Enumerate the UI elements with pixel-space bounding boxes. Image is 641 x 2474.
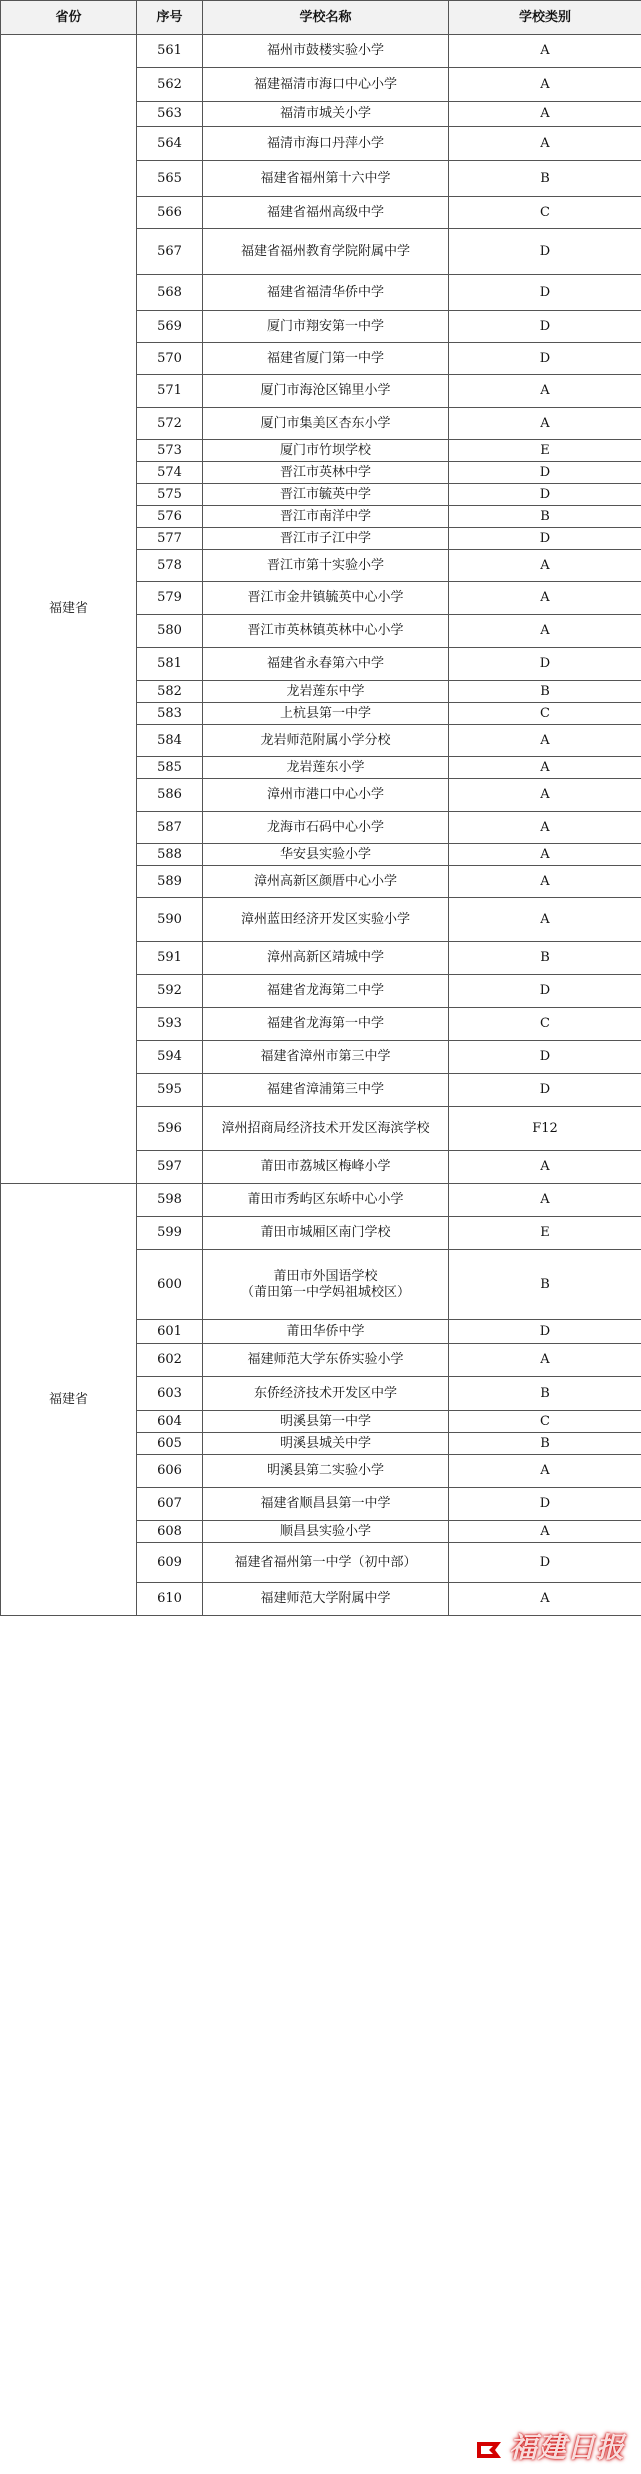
number-cell: 586 <box>137 779 203 812</box>
category-cell: A <box>449 102 641 127</box>
school-name-line: 厦门市竹坝学校 <box>279 442 371 458</box>
school-name-cell <box>203 440 449 462</box>
school-name-line: 东侨经济技术开发区中学 <box>253 1385 397 1401</box>
number-cell: 598 <box>137 1184 203 1217</box>
number-cell: 568 <box>137 275 203 311</box>
category-cell: A <box>449 375 641 408</box>
school-name-cell <box>203 35 449 68</box>
category-cell: D <box>449 1543 641 1583</box>
table-row <box>1 35 641 68</box>
category-cell: A <box>449 408 641 440</box>
school-name-line: 莆田市荔城区梅峰小学 <box>260 1159 391 1174</box>
school-name-cell <box>203 1583 449 1616</box>
table-row <box>1 1184 641 1217</box>
school-name-cell <box>203 1250 449 1320</box>
category-cell: D <box>449 648 641 681</box>
school-name-cell <box>203 408 449 440</box>
school-name-cell <box>203 1455 449 1488</box>
table-body <box>1 35 641 1616</box>
school-name-cell <box>203 1107 449 1151</box>
number-cell: 608 <box>137 1521 203 1543</box>
school-name-line: 明溪县第二实验小学 <box>266 1463 384 1478</box>
category-cell: A <box>449 779 641 812</box>
number-cell: 587 <box>137 812 203 844</box>
category-cell: A <box>449 1151 641 1184</box>
category-cell: B <box>449 1377 641 1411</box>
number-cell: 601 <box>137 1320 203 1344</box>
school-name-cell <box>203 898 449 942</box>
category-cell: A <box>449 812 641 844</box>
school-name-cell <box>203 1151 449 1184</box>
category-cell: A <box>449 1521 641 1543</box>
number-cell: 600 <box>137 1250 203 1320</box>
school-name-line: 福建省漳州市第三中学 <box>260 1049 391 1064</box>
school-name-line: 福清市海口丹萍小学 <box>266 135 384 151</box>
number-cell: 599 <box>137 1217 203 1250</box>
school-name-cell <box>203 1184 449 1217</box>
school-name-cell <box>203 127 449 161</box>
school-name-cell <box>203 942 449 975</box>
school-name-cell <box>203 550 449 582</box>
school-name-cell <box>203 68 449 102</box>
flag-logo-icon <box>475 2438 503 2460</box>
category-cell: D <box>449 229 641 275</box>
school-name-cell <box>203 375 449 408</box>
number-cell: 574 <box>137 462 203 484</box>
category-cell: B <box>449 681 641 703</box>
school-name-line: 晋江市南洋中学 <box>279 508 371 524</box>
number-cell: 564 <box>137 127 203 161</box>
category-cell: A <box>449 1184 641 1217</box>
category-cell: D <box>449 1488 641 1521</box>
school-name-line: 福建省福州第十六中学 <box>260 170 391 186</box>
school-name-cell <box>203 102 449 127</box>
school-name-line: 福建省永春第六中学 <box>266 656 384 671</box>
number-cell: 565 <box>137 161 203 197</box>
school-name-line: 龙岩莲东中学 <box>286 683 365 699</box>
number-cell: 570 <box>137 343 203 375</box>
number-cell: 566 <box>137 197 203 229</box>
number-cell: 596 <box>137 1107 203 1151</box>
school-name-line: 福建省漳浦第三中学 <box>266 1082 384 1097</box>
number-cell: 584 <box>137 725 203 757</box>
school-name-cell <box>203 343 449 375</box>
number-cell: 588 <box>137 844 203 866</box>
category-cell: D <box>449 343 641 375</box>
school-name-line: 福建师范大学东侨实验小学 <box>247 1352 404 1367</box>
category-cell: A <box>449 615 641 648</box>
category-cell: A <box>449 898 641 942</box>
newspaper-watermark <box>475 2426 625 2466</box>
school-name-cell <box>203 528 449 550</box>
school-name-cell <box>203 725 449 757</box>
school-name-cell <box>203 1344 449 1377</box>
school-name-line: 上杭县第一中学 <box>279 705 371 721</box>
category-cell: A <box>449 68 641 102</box>
category-cell: A <box>449 844 641 866</box>
category-cell: A <box>449 866 641 898</box>
school-name-line: 晋江市子江中学 <box>279 530 371 546</box>
category-cell: F12 <box>449 1107 641 1151</box>
number-cell: 578 <box>137 550 203 582</box>
school-name-line: 漳州高新区靖城中学 <box>266 950 384 965</box>
school-name-line: 华安县实验小学 <box>279 846 371 862</box>
number-cell: 589 <box>137 866 203 898</box>
school-name-line: 福建师范大学附属中学 <box>260 1591 391 1606</box>
school-name-line: 晋江市金井镇毓英中心小学 <box>247 590 404 605</box>
number-cell: 572 <box>137 408 203 440</box>
school-name-cell <box>203 1433 449 1455</box>
number-cell: 594 <box>137 1041 203 1074</box>
category-cell: C <box>449 197 641 229</box>
number-cell: 585 <box>137 757 203 779</box>
category-cell: D <box>449 484 641 506</box>
school-name-line: 福建福清市海口中心小学 <box>253 76 397 92</box>
school-name-line: 漳州蓝田经济开发区实验小学 <box>240 911 410 927</box>
category-cell: B <box>449 506 641 528</box>
number-cell: 577 <box>137 528 203 550</box>
school-name-line: 莆田市外国语学校 <box>273 1268 378 1284</box>
school-name-cell <box>203 1320 449 1344</box>
school-name-cell <box>203 1041 449 1074</box>
school-name-line: 厦门市海沧区锦里小学 <box>260 383 391 398</box>
school-name-cell <box>203 975 449 1008</box>
category-cell: D <box>449 528 641 550</box>
school-name-cell <box>203 484 449 506</box>
school-name-cell <box>203 703 449 725</box>
category-cell: A <box>449 582 641 615</box>
school-name-line: 莆田华侨中学 <box>286 1323 365 1339</box>
number-cell: 563 <box>137 102 203 127</box>
number-cell: 581 <box>137 648 203 681</box>
category-cell: B <box>449 1250 641 1320</box>
number-cell: 597 <box>137 1151 203 1184</box>
number-cell: 575 <box>137 484 203 506</box>
number-cell: 576 <box>137 506 203 528</box>
number-cell: 582 <box>137 681 203 703</box>
number-cell: 602 <box>137 1344 203 1377</box>
number-cell: 569 <box>137 311 203 343</box>
number-cell: 573 <box>137 440 203 462</box>
school-name-cell <box>203 779 449 812</box>
number-cell: 605 <box>137 1433 203 1455</box>
header-number: 序号 <box>137 1 203 35</box>
school-name-cell <box>203 1488 449 1521</box>
category-cell: A <box>449 550 641 582</box>
school-name-cell <box>203 844 449 866</box>
school-name-cell <box>203 1543 449 1583</box>
school-name-cell <box>203 615 449 648</box>
header-school-category: 学校类别 <box>449 1 641 35</box>
category-cell: E <box>449 1217 641 1250</box>
school-name-cell <box>203 1521 449 1543</box>
school-name-line: 福建省福清华侨中学 <box>266 284 384 300</box>
category-cell: A <box>449 725 641 757</box>
school-name-line: 晋江市英林中学 <box>279 464 371 480</box>
category-cell: B <box>449 1433 641 1455</box>
school-name-line: 福建省龙海第一中学 <box>266 1016 384 1031</box>
category-cell: A <box>449 1344 641 1377</box>
school-name-line: 莆田市秀屿区东峤中心小学 <box>247 1192 404 1207</box>
school-name-cell <box>203 462 449 484</box>
category-cell: D <box>449 275 641 311</box>
number-cell: 571 <box>137 375 203 408</box>
header-row <box>1 1 641 35</box>
school-name-line: 漳州市港口中心小学 <box>266 787 384 802</box>
province-cell: 福建省 <box>1 1184 137 1616</box>
category-cell: C <box>449 703 641 725</box>
number-cell: 579 <box>137 582 203 615</box>
number-cell: 590 <box>137 898 203 942</box>
school-name-line: 晋江市毓英中学 <box>279 486 371 502</box>
school-name-line: 厦门市集美区杏东小学 <box>260 415 391 431</box>
watermark-text: 福建日报 <box>508 2431 625 2464</box>
school-name-line: 明溪县第一中学 <box>279 1413 371 1429</box>
category-cell: C <box>449 1008 641 1041</box>
header-school-name: 学校名称 <box>203 1 449 35</box>
number-cell: 609 <box>137 1543 203 1583</box>
school-name-line: 福建省福州高级中学 <box>266 204 384 220</box>
school-name-line: 福建省厦门第一中学 <box>266 350 384 366</box>
category-cell: D <box>449 311 641 343</box>
school-name-cell <box>203 275 449 311</box>
school-name-cell <box>203 311 449 343</box>
school-name-cell <box>203 1411 449 1433</box>
school-name-line: 龙海市石码中心小学 <box>266 819 384 835</box>
school-name-cell <box>203 812 449 844</box>
school-name-cell <box>203 866 449 898</box>
category-cell: B <box>449 942 641 975</box>
school-name-line: 明溪县城关中学 <box>279 1435 371 1451</box>
school-name-cell <box>203 582 449 615</box>
school-name-line: 晋江市第十实验小学 <box>266 557 384 573</box>
school-name-line: 莆田市城厢区南门学校 <box>260 1225 391 1240</box>
number-cell: 567 <box>137 229 203 275</box>
school-name-line: 晋江市英林镇英林中心小学 <box>247 623 404 638</box>
school-name-cell <box>203 197 449 229</box>
school-name-line: 福建省龙海第二中学 <box>266 983 384 998</box>
number-cell: 610 <box>137 1583 203 1616</box>
school-name-cell <box>203 161 449 197</box>
category-cell: D <box>449 975 641 1008</box>
category-cell: E <box>449 440 641 462</box>
number-cell: 606 <box>137 1455 203 1488</box>
number-cell: 593 <box>137 1008 203 1041</box>
school-name-line: 福建省顺昌县第一中学 <box>260 1496 391 1511</box>
category-cell: D <box>449 1074 641 1107</box>
category-cell: D <box>449 462 641 484</box>
school-name-line: 漳州招商局经济技术开发区海滨学校 <box>221 1120 430 1136</box>
category-cell: C <box>449 1411 641 1433</box>
school-name-cell <box>203 1074 449 1107</box>
school-name-line: 福州市鼓楼实验小学 <box>266 43 384 58</box>
category-cell: A <box>449 127 641 161</box>
category-cell: A <box>449 35 641 68</box>
school-name-cell <box>203 1008 449 1041</box>
school-name-line: 龙岩师范附属小学分校 <box>260 732 391 748</box>
number-cell: 592 <box>137 975 203 1008</box>
category-cell: D <box>449 1041 641 1074</box>
category-cell: A <box>449 1583 641 1616</box>
school-name-line: 福建省福州第一中学（初中部） <box>234 1554 417 1570</box>
number-cell: 604 <box>137 1411 203 1433</box>
school-name-line: （莆田第一中学妈祖城校区） <box>240 1284 410 1300</box>
number-cell: 561 <box>137 35 203 68</box>
province-cell: 福建省 <box>1 35 137 1184</box>
school-name-line: 漳州高新区颜厝中心小学 <box>253 873 397 889</box>
category-cell: A <box>449 757 641 779</box>
school-name-line: 厦门市翔安第一中学 <box>266 318 384 334</box>
number-cell: 580 <box>137 615 203 648</box>
school-name-cell <box>203 506 449 528</box>
number-cell: 607 <box>137 1488 203 1521</box>
school-name-line: 福清市城关小学 <box>279 106 371 121</box>
school-name-line: 顺昌县实验小学 <box>279 1523 371 1539</box>
school-name-cell <box>203 681 449 703</box>
category-cell: A <box>449 1455 641 1488</box>
number-cell: 562 <box>137 68 203 102</box>
school-name-cell <box>203 1377 449 1411</box>
school-name-cell <box>203 229 449 275</box>
category-cell: D <box>449 1320 641 1344</box>
school-name-cell <box>203 757 449 779</box>
school-name-line: 福建省福州教育学院附属中学 <box>240 243 410 259</box>
category-cell: B <box>449 161 641 197</box>
school-name-cell <box>203 1217 449 1250</box>
school-name-cell <box>203 648 449 681</box>
number-cell: 603 <box>137 1377 203 1411</box>
number-cell: 595 <box>137 1074 203 1107</box>
school-name-line: 龙岩莲东小学 <box>286 759 365 775</box>
header-province: 省份 <box>1 1 137 35</box>
number-cell: 583 <box>137 703 203 725</box>
number-cell: 591 <box>137 942 203 975</box>
